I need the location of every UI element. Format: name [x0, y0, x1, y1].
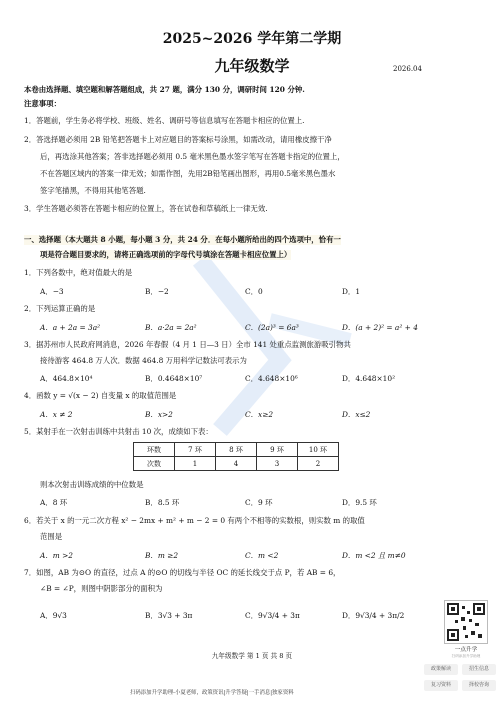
qr-sublabel: 扫码添加升学助理: [451, 654, 481, 658]
table-cell: 环数: [134, 443, 175, 457]
option-b: B．m ≥2: [145, 551, 179, 560]
table-cell: 9 环: [257, 443, 298, 457]
table-cell: 10 环: [298, 443, 339, 457]
admission-button[interactable]: 招生信息: [462, 664, 496, 675]
question-stem: 6．若关于 x 的一元二次方程 x² − 2mx + m² + m − 2 = 0 有两个不相等的实数根，则实数 m 的取值: [24, 516, 365, 525]
table-cell: 8 环: [216, 443, 257, 457]
notice-2-cont: 不在答题区域内的答案一律无效；如需作图，先用2B铅笔画出图形，再用0.5毫米黑色墨水: [40, 169, 336, 178]
notice-2-cont: 签字笔描黑，不得用其他笔答题.: [40, 186, 146, 195]
table-cell: 2: [298, 457, 339, 471]
option-b: B．8.5 环: [145, 498, 180, 507]
option-c: C．9√3/4 + 3π: [245, 611, 300, 620]
page-footer: 九年级数学 第 1 页 共 8 页: [211, 652, 293, 660]
table-cell: 1: [175, 457, 216, 471]
exam-title: 2025~2026 学年第二学期: [162, 31, 342, 47]
option-c: C．(2a)³ = 6a³: [245, 323, 299, 332]
question-stem-cont: 接待游客 464.8 万人次．数据 464.8 万用科学记数法可表示为: [40, 356, 247, 365]
option-b: B．0.4648×10⁷: [145, 374, 203, 383]
qr-label: 一点升学: [454, 647, 478, 653]
option-c: C．x≥2: [245, 410, 274, 419]
school-choice-button[interactable]: 择校咨询: [462, 680, 496, 691]
option-a: A．a + 2a = 3a²: [40, 323, 101, 332]
option-d: D．x≤2: [342, 410, 371, 419]
question-stem: 2．下列运算正确的是: [24, 304, 96, 313]
review-button[interactable]: 复习资料: [424, 680, 458, 691]
notice-2: 2．答选择题必须用 2B 铅笔把答题卡上对应题目的答案标号涂黑，如需改动，请用橡皮擦干净: [24, 135, 332, 144]
option-a: A．−3: [40, 287, 64, 296]
question-stem-cont: 范围是: [40, 532, 63, 541]
question-stem: 3．据苏州市人民政府网消息，2026 年春假（4 月 1 日—3 日）全市 141 处重点监测旅游吸引物共: [24, 340, 351, 349]
question-stem-cont: 则本次射击训练成绩的中位数是: [40, 480, 144, 489]
qr-code-icon: [445, 601, 487, 643]
question-stem: 7．如图，AB 为⊙O 的直径，过点 A 的⊙O 的切线与半径 OC 的延长线交于点 P，若 AB = 6，: [24, 568, 341, 577]
option-b: B．a·2a = 2a²: [145, 323, 197, 332]
exam-date: 2026.04: [393, 65, 422, 73]
notice-2-cont: 后，再选涂其他答案；答非选择题必须用 0.5 毫米黑色墨水签字笔写在答题卡指定的位置上，: [40, 152, 345, 161]
section-heading-cont: 项是符合题目要求的，请将正确选项前的字母代号填涂在答题卡相应位置上）: [40, 250, 292, 259]
option-b: B．3√3 + 3π: [145, 611, 193, 620]
option-a: A．464.8×10⁴: [40, 374, 93, 383]
option-d: D．4.648×10²: [342, 374, 396, 383]
option-b: B．x>2: [145, 410, 173, 419]
section-heading: 一、选择题（本大题共 8 小题，每小题 3 分，共 24 分．在每小题所给出的四个选项中，恰有一: [24, 235, 341, 244]
option-c: C．4.648×10⁶: [245, 374, 298, 383]
notice-3: 3．学生答题必须答在答题卡相应的位置上，答在试卷和草稿纸上一律无效.: [24, 204, 268, 213]
option-d: D．9.5 环: [342, 498, 377, 507]
option-c: C．9 环: [245, 498, 273, 507]
option-a: A．x ≠ 2: [40, 410, 73, 419]
option-a: A．8 环: [40, 498, 68, 507]
policy-button[interactable]: 政策解读: [424, 664, 458, 675]
option-c: C．m <2: [245, 551, 279, 560]
bottom-banner: 扫码添加升学助理-小夏老师，政策资讯|升学答疑|一手消息|独家资料: [130, 690, 294, 696]
notice-1: 1．答题前，学生务必将学校、班级、姓名、调研号等信息填写在答题卡相应的位置上.: [24, 116, 305, 125]
exam-subject: 九年级数学: [214, 57, 290, 75]
question-stem: 5．某射手在一次射击训练中共射击 10 次，成绩如下表：: [24, 427, 213, 436]
score-table: [133, 442, 339, 471]
qr-code[interactable]: [444, 600, 488, 644]
option-b: B．−2: [145, 287, 169, 296]
table-cell: 7 环: [175, 443, 216, 457]
question-stem: 4．函数 y = √(x − 2) 自变量 x 的取值范围是: [24, 391, 177, 400]
option-d: D．9√3/4 + 3π/2: [342, 611, 405, 620]
table-cell: 3: [257, 457, 298, 471]
option-d: D．1: [342, 287, 361, 296]
option-c: C．0: [245, 287, 263, 296]
table-cell: 4: [216, 457, 257, 471]
option-a: A．m >2: [40, 551, 73, 560]
question-stem-cont: ∠B = ∠P，则图中阴影部分的面积为: [40, 584, 163, 593]
table-cell: 次数: [134, 457, 175, 471]
option-d: D．(a + 2)² = a² + 4: [342, 323, 418, 332]
question-stem: 1．下列各数中，绝对值最大的是: [24, 268, 133, 277]
exam-intro: 本卷由选择题、填空题和解答题组成，共 27 题，满分 130 分，调研时间 120 分钟.: [24, 85, 305, 94]
notice-title: 注意事项：: [24, 99, 61, 108]
option-d: D．m <2 且 m≠0: [342, 551, 406, 560]
option-a: A．9√3: [40, 611, 67, 620]
